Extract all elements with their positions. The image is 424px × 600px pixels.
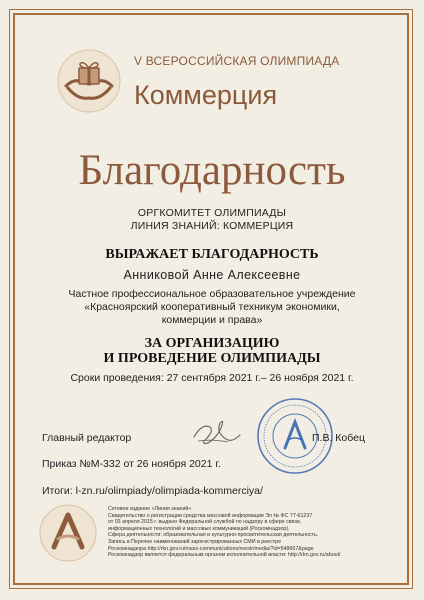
footer-line: Сетевое издание «Линия знаний»	[108, 506, 192, 512]
event-line-2: И ПРОВЕДЕНИЕ ОЛИМПИАДЫ	[103, 351, 321, 366]
linia-znaniy-logo-icon	[38, 503, 98, 563]
institution-line-1: Частное профессиональное образовательное учреждение	[68, 288, 356, 300]
olympiad-series-title: V ВСЕРОССИЙСКАЯ ОЛИМПИАДА	[134, 54, 340, 68]
order-number: Приказ №М-332 от 26 ноября 2021 г.	[42, 458, 221, 470]
editor-label: Главный редактор	[42, 432, 132, 444]
event-line-1: ЗА ОРГАНИЗАЦИЮ	[144, 336, 280, 351]
results-link[interactable]: Итоги: l-zn.ru/olimpiady/olimpiada-kommerciya/	[42, 485, 263, 497]
footer-line: Свидетельство о регистрации средства массовой информации Эл № ФС 77-61237	[108, 512, 313, 519]
institution-line-3: коммерции и права»	[161, 314, 263, 326]
footer-line: информационных технологий и массовых коммуникаций (Роскомнадзор).	[108, 525, 290, 532]
footer-line: от 03 апреля 2015 г. выдано Федеральной службой по надзору в сфере связи,	[108, 519, 302, 526]
certificate-title: Благодарность	[78, 147, 346, 194]
recipient-name: Анниковой Анне Алексеевне	[123, 268, 301, 282]
institution-block	[0, 288, 424, 327]
footer-legal-info	[108, 506, 394, 559]
footer-line: Сфера деятельности: образовательная и культурно-просветительская деятельность.	[108, 532, 319, 539]
institution-line-2: «Красноярский кооперативный техникум экономики,	[84, 301, 340, 313]
footer-line: Роскомнадзор является федеральным органом исполнительной власти: http://rkn.gov.ru/about/	[108, 552, 341, 559]
footer-line: Запись в Перечне наименований зарегистрированных СМИ в реестре	[108, 538, 282, 545]
editor-name: П.В. Кобец	[312, 432, 366, 444]
signature-icon	[188, 415, 246, 449]
footer-line: Роскомнадзора http://rkn.gov.ru/mass-communications/reestr/media/?id=548667&page	[108, 545, 314, 552]
event-heading	[0, 336, 424, 366]
gift-box-hands-icon	[56, 48, 122, 114]
event-dates: Сроки проведения: 27 сентября 2021 г.– 26 ноября 2021 г.	[70, 372, 354, 384]
thanks-heading: ВЫРАЖАЕТ БЛАГОДАРНОСТЬ	[105, 247, 319, 262]
organizer-line-2: ЛИНИЯ ЗНАНИЙ: КОММЕРЦИЯ	[130, 220, 294, 232]
olympiad-name: Коммерция	[134, 80, 278, 110]
organizer-line-1: ОРГКОМИТЕТ ОЛИМПИАДЫ	[137, 207, 287, 219]
